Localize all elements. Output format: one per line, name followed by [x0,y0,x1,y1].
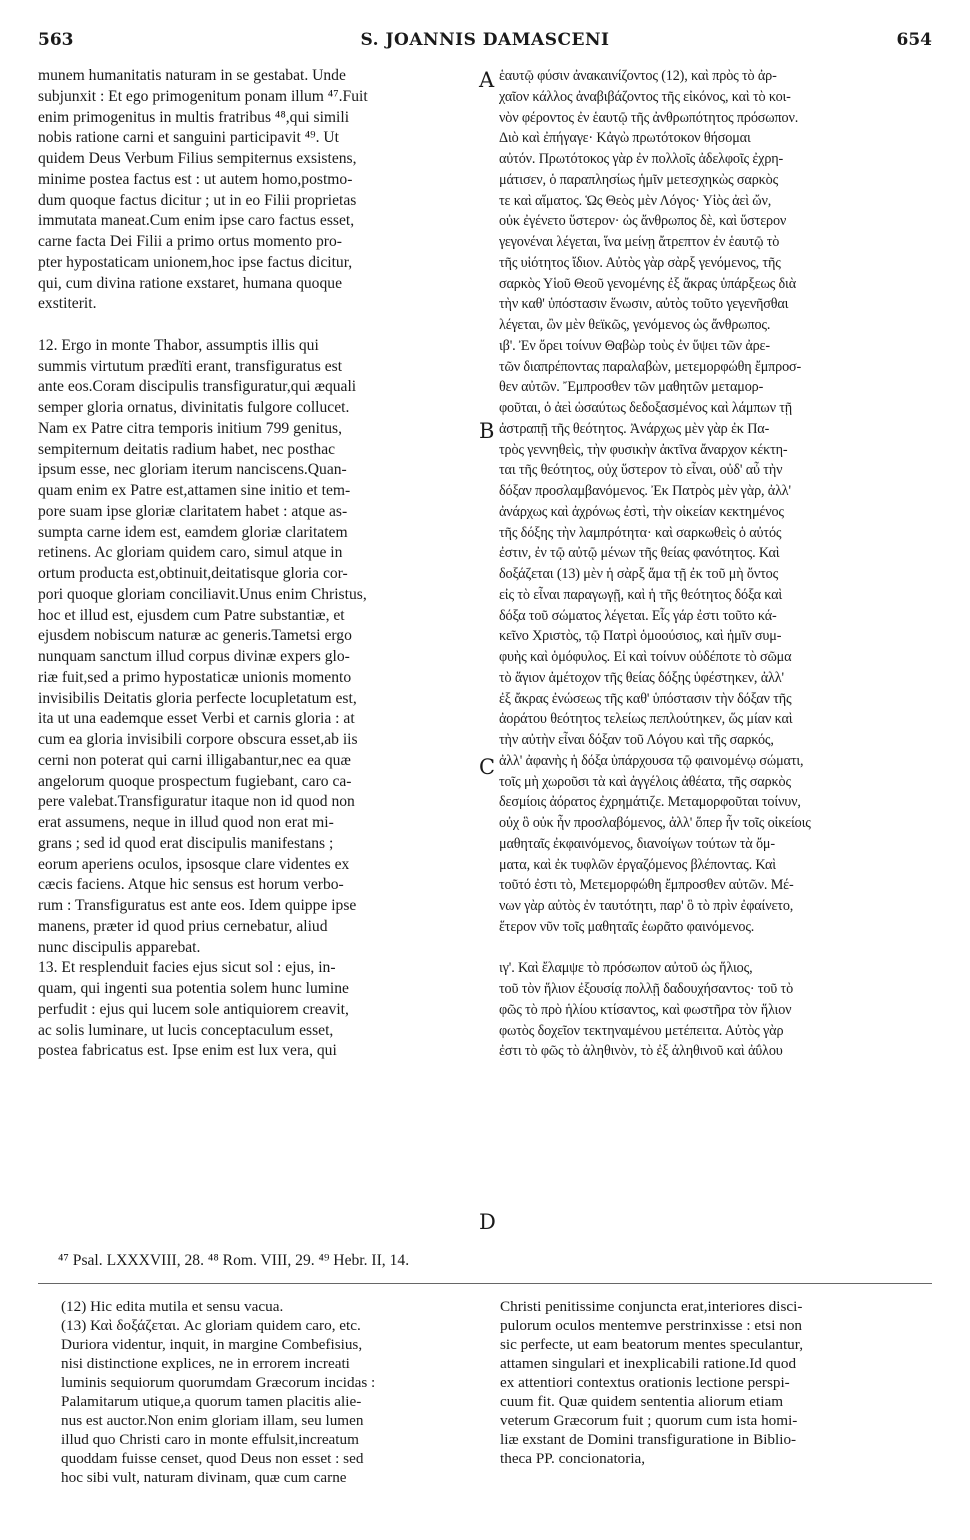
greek-text-line: οὐχ ὃ οὐκ ἦν προσλαβόμενος, ἀλλ' ὅπερ ἦν τοῖς οἰκείοις [499,815,811,831]
latin-text-line: 13. Et resplenduit facies ejus sicut sol : ejus, in- [38,959,336,977]
greek-text-line: θεν αὐτῶν. Ἔμπροσθεν τῶν μαθητῶν μεταμορ- [499,379,764,396]
latin-text-line: cerni non poterat qui carni illigabantur,nec ea quæ [38,751,351,769]
latin-text-line: ante eos.Coram discipulis transfiguratur,qui æquali [38,378,357,396]
greek-text-line: τοῦ τὸν ἥλιον ἐξουσίᾳ πολλῇ δαδουχήσαντος· τοῦ τὸ [499,981,794,997]
footnote-line: hoc sibi vult, naturam divinam, quæ cum carne [61,1469,347,1486]
footnote-line: nus est auctor.Non enim gloriam illam, seu lumen [61,1412,364,1429]
greek-text-line: δοξάζεται (13) μὲν ἡ σὰρξ ἅμα τῇ ἐκ τοῦ μὴ ὄντος [499,566,779,582]
latin-text-line: immutata maneat.Cum enim ipse caro factus esset, [38,212,355,230]
greek-text-line: Διὸ καὶ ἐπήγαγε· Κἀγὼ πρωτότοκον θήσομαι [499,130,751,147]
greek-text-line: τὴν καθ' ὑπόστασιν ἕνωσιν, αὐτὸς τοῦτο γεγενῆσθαι [499,296,789,313]
latin-text-line: dum quoque factus dicitur ; ut in eo Filii proprietas [38,191,357,209]
latin-text-line: qui, cum divina ratione exstaret, humana quoque [38,274,342,292]
greek-text-line: φωτὸς δοχεῖον τεκτηναμένου μετέπειτα. Αὐτὸς γὰρ [499,1022,784,1039]
greek-text-line: δόξαν προσλαμβανόμενος. Ἐκ Πατρὸς μὲν γὰρ, ἀλλ' [499,483,791,499]
footnotes-left-column [61,1297,481,1487]
latin-text-line: ita ut una eademque esset Verbi et carnis gloria : at [38,710,355,728]
latin-text-line: manens, præter id quod prius cernebatur, aliud [38,917,328,935]
footnote-line: quoddam fuisse censet, quod Deus non esset : sed [61,1450,364,1467]
greek-text-line: τὸ ἅγιον ἀμέτοχον τῆς θείας δόξης ὑφέστηκεν, ἀλλ' [499,669,784,686]
latin-text-line: cum ea gloria invisibili corpore obscura esset,ab iis [38,731,358,748]
latin-text-line: subjunxit : Et ego primogenitum ponam illum ⁴⁷.Fuit [38,87,368,105]
latin-column [38,66,476,1062]
latin-text-line [38,315,476,336]
footnote-line: nisi distinctione explices, ne in errorem increati [61,1355,350,1372]
greek-text-line: νὸν φέροντος ἐν ἑαυτῷ τῆς ἀνθρωπότητος πρόσωπον. [499,109,799,126]
greek-text-line: ἀοράτου θεότητος τελείως πεπλούτηκεν, ὥς μίαν καὶ [499,711,793,728]
greek-text-line: δεσμίοις ἀόρατος ἐχρημάτιζε. Μεταμορφοῦται τοίνυν, [499,794,801,811]
greek-text-line: τοῖς μὴ χωροῦσι τὰ καὶ ἀγγέλοις ἀθέατα, τῆς σαρκὸς [499,773,791,790]
latin-text-line: retinens. Ac gloriam quidem caro, simul atque in [38,544,343,562]
greek-text-line: γεγονέναι λέγεται, ἵνα μείνῃ ἄτρεπτον ἐν ἑαυτῷ τὸ [499,234,780,250]
greek-text-line: ματα, καὶ ἐκ τυφλῶν ἐργαζόμενος βλέποντας. Καὶ [499,856,776,873]
latin-text-line: pori quoque gloriam conciliavit.Unus enim Christus, [38,585,367,603]
greek-text-line: ἀνάρχως καὶ ἀχρόνως ἐστὶ, τὴν οἰκείαν κεκτημένος [499,503,784,520]
latin-text-line: exstiterit. [38,295,97,313]
latin-text-line: sempiternum deitatis radium habet, nec posthac [38,440,336,458]
latin-text-line: angelorum quoque prospectum fugiebant, caro ca- [38,772,352,790]
greek-text-line: ἑαυτῷ φύσιν ἀνακαινίζοντος (12), καὶ πρὸς τὸ ἀρ- [499,68,777,84]
latin-text-line: riæ fuit,sed a primo hypostaticæ unionis momento [38,668,352,686]
greek-text-line [499,938,933,959]
greek-text-line: τοῦτό ἐστι τὸ, Μετεμορφώθη ἔμπροσθεν αὐτῶν. Μέ- [499,877,794,894]
greek-text-line: τὴν αὐτὴν εἶναι δόξαν τοῦ Λόγου καὶ τῆς σαρκός, [499,732,774,748]
greek-text-line: τρὸς γεννηθεὶς, τὴν φυσικὴν ἀκτῖνα ἄναρχον κέκτη- [499,441,788,458]
scripture-references: ⁴⁷ Psal. LXXXVIII, 28. ⁴⁸ Rom. VIII, 29. ⁴⁹ Hebr. II, 14. [58,1252,410,1269]
greek-text-line: φυὴς καὶ ὁμόφυλος. Εἰ καὶ τοίνυν οὐδέποτε τὸ σῶμα [499,649,792,665]
greek-text-line: μαθηταῖς ἐκφαινόμενος, διανοίγων τούτων τὰ ὄμ- [499,835,775,852]
latin-text-line: munem humanitatis naturam in se gestabat. Unde [38,67,346,84]
latin-text-line: summis virtutum prædïti erant, transfiguratus est [38,357,343,375]
footnote-line: (12) Hic edita mutila et sensu vacua. [61,1298,284,1315]
greek-text-line: σαρκὸς Υἱοῦ Θεοῦ γενομένης ἐξ ἄκρας ὑπάρξεως διὰ [499,275,797,292]
greek-text-line: τε καὶ αἵματος. Ὡς Θεὸς μὲν Λόγος· Υἱὸς ἀεὶ ὤν, [499,192,772,209]
footnote-line: luminis sequiorum quorumdam Græcorum incidas : [61,1374,376,1391]
greek-text-line: οὐκ ἐγένετο ὕστερον· ὡς ἄνθρωπος δὲ, καὶ ὕστερον [499,213,787,230]
footnote-line: sic perfecte, ut eam beatorum mentes speculantur, [500,1336,804,1353]
latin-text-line: quam enim ex Patre est,attamen sine initio et tem- [38,482,351,499]
latin-text-line: nunquam sanctum illud corpus divinæ expers glo- [38,648,350,665]
greek-text-line: τῶν διαπρέποντας παραλαβὼν, μετεμορφώθη ἔμπροσ- [499,358,802,375]
greek-text-line: αὐτόν. Πρωτότοκος γὰρ ἐν πολλοῖς ἀδελφοῖς ἐχρη- [499,151,784,167]
greek-column [499,66,933,1062]
latin-text-line: invisibilis Deitatis gloria perfecte locupletatum est, [38,689,357,707]
latin-text-line: grans ; sed id quod erat discipulis manifestans ; [38,834,334,852]
greek-text-line: δόξα τοῦ σώματος λέγεται. Εἷς γάρ ἐστι τοῦτο κά- [499,607,777,624]
latin-text-line: cæcis faciens. Atque hic sensus est horum verbo- [38,876,344,894]
footnote-line: illud quo Christi caro in monte effulsit,increatum [61,1431,359,1448]
latin-text-line: postea fabricatus est. Ipse enim est lux vera, qui [38,1042,337,1060]
greek-text-line: χαῖον κάλλος ἀναβιβάζοντος τῆς εἰκόνος, καὶ τὸ κοι- [499,88,791,105]
latin-text-line: rum : Transfiguratus est ante eos. Idem quippe ipse [38,897,357,914]
latin-text-line: 12. Ergo in monte Thabor, assumptis illis qui [38,336,319,354]
page-number-right: 654 [896,30,932,50]
footnote-line: Palamitarum utique,a quorum tamen placitis alie- [61,1393,362,1410]
margin-letter-b: B [479,419,495,443]
footnote-line: attamen singulari et inexplicabili ratione.Id quod [500,1355,797,1372]
greek-text-line: εἰς τὸ εἶναι παραγωγῇ, καὶ ἡ τῆς θεότητος δόξα καὶ [499,586,783,603]
footnote-divider [38,1283,932,1284]
latin-text-line: enim primogenitus in multis fratribus ⁴⁸,qui simili [38,108,350,126]
greek-text-line: ἐστιν, ἐν τῷ αὐτῷ μένων τῆς θείας φανότητος. Καὶ [499,545,780,562]
footnote-line: veterum Græcorum fuit ; quorum cum ista homi- [500,1412,798,1429]
margin-letter-c: C [479,755,496,779]
latin-text-line: pter hypostaticam unionem,hoc ipse factus dicitur, [38,253,353,271]
footnotes-right-column [500,1297,932,1468]
greek-text-line: νων γὰρ αὐτὸς ἐν ταυτότητι, παρ' ὃ τὸ πρὶν ἐφαίνετο, [499,898,794,914]
footnote-line: pulorum oculos mentemve perstrinxisse : etsi non [500,1317,803,1334]
latin-text-line: semper gloria ornatus, divinitatis fulgore collucet. [38,399,350,416]
latin-text-line: sumpta carne idem est, eamdem gloriæ claritatem [38,523,348,541]
latin-text-line: minime postea factus est : ut autem homo,postmo- [38,170,353,188]
footnote-line: ex attentiori contextus orationis lectione perspi- [500,1374,790,1391]
latin-text-line: hoc et illud est, ejusdem cum Patre substantiæ, et [38,606,345,624]
margin-letter-a: A [479,68,495,92]
greek-text-line: ἀλλ' ἀφανὴς ἡ δόξα ὑπάρχουσα τῷ φαινομένῳ σώματι, [499,752,804,769]
latin-text-line: pere valebat.Transfiguratur itaque non id quod non [38,793,355,811]
latin-text-line: pore suam ipse gloriæ claritatem habet : atque as- [38,502,348,520]
footnote-line: liæ exstant de Domini transfiguratione in Biblio- [500,1431,797,1448]
latin-text-line: ejusdem nobiscum naturæ ac generis.Tametsi ergo [38,627,352,645]
latin-text-line: nunc discipulis apparebat. [38,938,201,956]
latin-text-line: quam, qui ingenti sua potentia solem hunc lumine [38,980,349,997]
latin-text-line: carne facta Dei Filii a primo ortus momento pro- [38,233,342,250]
latin-text-line: ac solis luminare, ut lucis conceptaculum esset, [38,1021,334,1039]
footnote-line: (13) Καὶ δοξάζεται. Ac gloriam quidem caro, etc. [61,1317,361,1334]
latin-text-line: Nam ex Patre citra temporis initium 799 genitus, [38,419,343,437]
greek-text-line: ιγ'. Καὶ ἔλαμψε τὸ πρόσωπον αὐτοῦ ὡς ἥλιος, [499,960,753,977]
greek-text-line: ἀστραπῇ τῆς θεότητος. Ἀνάρχως μὲν γὰρ ἐκ Πα- [499,420,770,437]
greek-text-line: μάτισεν, ὁ παραπλησίως ἡμῖν μετεσχηκὼς σαρκὸς [499,171,779,188]
greek-text-line: ἕτερον νῦν τοῖς μαθηταῖς ἑωρᾶτο φαινόμενος. [499,918,755,935]
greek-text-line: ἐξ ἄκρας ἐνώσεως τῆς καθ' ὑπόστασιν τὴν δόξαν τῆς [499,690,792,707]
greek-text-line: τῆς υἱότητος ἴδιον. Αὐτὸς γὰρ σὰρξ γενόμενος, τῆς [499,254,781,271]
latin-text-line: ortum producta est,obtinuit,deitatisque gloria cor- [38,565,348,582]
latin-text-line: eorum aperiens oculos, ipsosque clare videntes ex [38,855,350,873]
footnote-line: Christi penitissime conjuncta erat,interiores disci- [500,1298,803,1315]
latin-text-line: quidem Deus Verbum Filius sempiternus exsistens, [38,150,357,167]
running-title: S. JOANNIS DAMASCENI [360,30,610,50]
greek-text-line: φοῦται, ὁ ἀεὶ ὡσαύτως δεδοξασμένος καὶ λάμπων τῇ [499,400,793,416]
latin-text-line: erat assumens, neque in illud quod non erat mi- [38,814,334,831]
greek-text-line: κεῖνο Χριστὸς, τῷ Πατρὶ ὁμοούσιος, καὶ ἡμῖν συμ- [499,628,782,645]
footnote-line: cuum fit. Quæ quidem sententia aliorum etiam [500,1393,784,1410]
greek-text-line: ἐστι τὸ φῶς τὸ ἀληθινὸν, τὸ ἐξ ἀληθινοῦ καὶ ἀΰλου [499,1043,783,1060]
latin-text-line: ipsum esse, nec gloriam iterum nanciscens.Quan- [38,461,347,479]
greek-text-line: λέγεται, ὢν μὲν θεϊκῶς, γενόμενος ὡς ἄνθρωπος. [499,317,771,333]
footnote-line: Duriora videntur, inquit, in margine Combefisius, [61,1336,363,1353]
greek-text-line: φῶς τὸ πρὸ ἡλίου κτίσαντος, καὶ φωστῆρα τὸν ἥλιον [499,1001,792,1018]
page-number-left: 563 [38,30,74,50]
page-header [38,30,932,56]
greek-text-line: τῆς δόξης τὴν λαμπρότητα· καὶ σαρκωθεὶς ὁ αὐτός [499,524,782,541]
greek-text-line: ται τῆς θεότητος, οὐχ ὕστερον τὸ εἶναι, οὐδ' αὖ τὴν [499,462,783,479]
latin-text-line: perfudit : ejus qui lucem sole antiquiorem creavit, [38,1000,349,1018]
greek-text-line: ιβ'. Ἐν ὄρει τοίνυν Θαβὼρ τοὺς ἐν ὕψει τῶν ἀρε- [499,337,770,354]
latin-text-line: nobis ratione carni et sanguini participavit ⁴⁹. Ut [38,129,340,147]
footnote-line: theca PP. concionatoria, [500,1450,646,1467]
margin-letter-d: D [479,1210,496,1234]
